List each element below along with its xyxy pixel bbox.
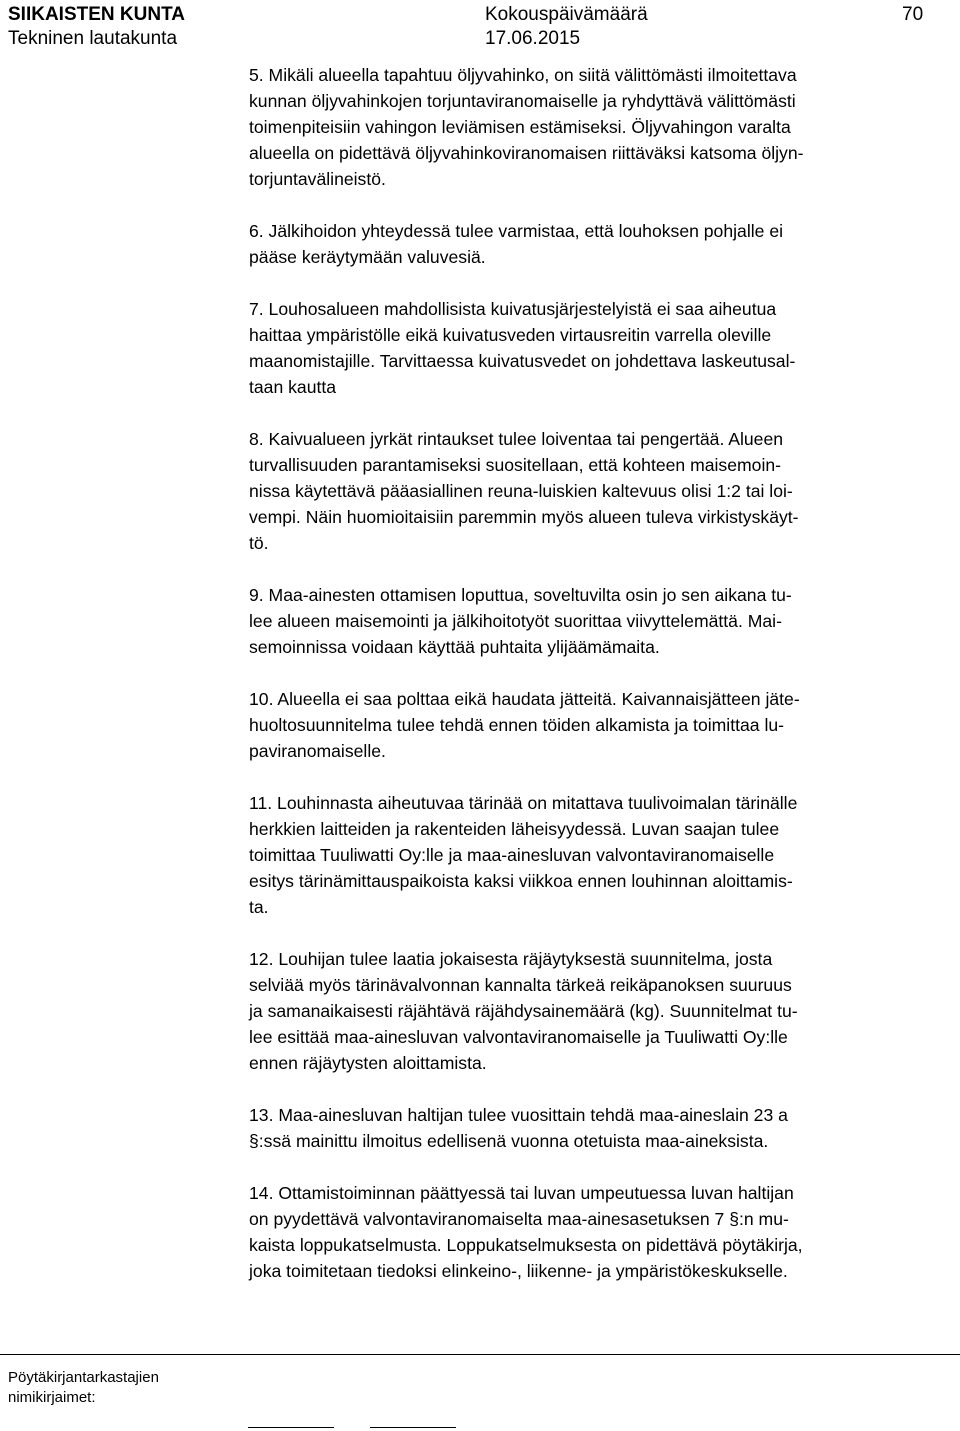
text-line: 6. Jälkihoidon yhteydessä tulee varmistaa, että louhoksen pohjalle ei	[249, 221, 784, 241]
footer-label-line: nimikirjaimet:	[8, 1389, 96, 1406]
text-line: esitys tärinämittauspaikoista kaksi viikkoa ennen louhinnan aloittamis-	[249, 871, 793, 891]
footer-label-line: Pöytäkirjantarkastajien	[8, 1369, 159, 1386]
text-line: pääse keräytymään valuvesiä.	[249, 247, 486, 267]
footer-initials-label	[8, 1368, 159, 1408]
text-line: paviranomaiselle.	[249, 741, 386, 761]
condition-paragraph-14	[249, 1180, 939, 1284]
text-line: 7. Louhosalueen mahdollisista kuivatusjärjestelyistä ei saa aiheutua	[249, 299, 777, 319]
initials-line-1	[248, 1427, 334, 1428]
meeting-date-label: Kokouspäivämäärä	[485, 4, 648, 25]
text-line: ta.	[249, 897, 269, 917]
text-line: semoinnissa voidaan käyttää puhtaita ylijäämämaita.	[249, 637, 660, 657]
condition-paragraph-5	[249, 62, 939, 192]
text-line: selviää myös tärinävalvonnan kannalta tärkeä reikäpanoksen suuruus	[249, 975, 792, 995]
text-line: torjuntavälineistö.	[249, 169, 386, 189]
condition-paragraph-7	[249, 296, 939, 400]
text-line: turvallisuuden parantamiseksi suositellaan, että kohteen maisemoin-	[249, 455, 782, 475]
page-number: 70	[902, 4, 924, 25]
text-line: vempi. Näin huomioitaisiin paremmin myös alueen tuleva virkistyskäyt-	[249, 507, 799, 527]
text-line: joka toimitetaan tiedoksi elinkeino-, liikenne- ja ympäristökeskukselle.	[249, 1261, 788, 1281]
condition-paragraph-6	[249, 218, 939, 270]
text-line: lee alueen maisemointi ja jälkihoitotyöt suorittaa viivyttelemättä. Mai-	[249, 611, 782, 631]
text-line: toimittaa Tuuliwatti Oy:lle ja maa-ainesluvan valvontaviranomaiselle	[249, 845, 775, 865]
condition-paragraph-10	[249, 686, 939, 764]
text-line: haittaa ympäristölle eikä kuivatusveden virtausreitin varrella oleville	[249, 325, 772, 345]
text-line: tö.	[249, 533, 269, 553]
footer-divider	[0, 1354, 960, 1355]
condition-paragraph-8	[249, 426, 939, 556]
text-line: huoltosuunnitelma tulee tehdä ennen töiden alkamista ja toimittaa lu-	[249, 715, 784, 735]
text-line: 5. Mikäli alueella tapahtuu öljyvahinko, on siitä välittömästi ilmoitettava	[249, 65, 797, 85]
text-line: kunnan öljyvahinkojen torjuntaviranomaiselle ja ryhdyttävä välittömästi	[249, 91, 796, 111]
condition-paragraph-12	[249, 946, 939, 1076]
text-line: §:ssä mainittu ilmoitus edellisenä vuonna otetuista maa-aineksista.	[249, 1131, 769, 1151]
text-line: lee esittää maa-ainesluvan valvontaviranomaiselle ja Tuuliwatti Oy:lle	[249, 1027, 788, 1047]
condition-paragraph-9	[249, 582, 939, 660]
text-line: 8. Kaivualueen jyrkät rintaukset tulee loiventaa tai pengertää. Alueen	[249, 429, 784, 449]
text-line: 11. Louhinnasta aiheutuvaa tärinää on mitattava tuulivoimalan tärinälle	[249, 793, 798, 813]
text-line: toimenpiteisiin vahingon leviämisen estämiseksi. Öljyvahingon varalta	[249, 117, 791, 137]
text-line: alueella on pidettävä öljyvahinkoviranomaisen riittäväksi katsoma öljyn-	[249, 143, 804, 163]
text-line: kaista loppukatselmusta. Loppukatselmuksesta on pidettävä pöytäkirja,	[249, 1235, 803, 1255]
committee-name: Tekninen lautakunta	[8, 28, 178, 49]
text-line: nissa käytettävä pääasiallinen reuna-luiskien kaltevuus olisi 1:2 tai loi-	[249, 481, 793, 501]
document-header	[0, 0, 960, 52]
text-line: 10. Alueella ei saa polttaa eikä haudata jätteitä. Kaivannaisjätteen jäte-	[249, 689, 800, 709]
text-line: ja samanaikaisesti räjähtävä räjähdysainemäärä (kg). Suunnitelmat tu-	[249, 1001, 798, 1021]
condition-paragraph-11	[249, 790, 939, 920]
text-line: 14. Ottamistoiminnan päättyessä tai luvan umpeutuessa luvan haltijan	[249, 1183, 794, 1203]
condition-paragraph-13	[249, 1102, 939, 1154]
text-line: 13. Maa-ainesluvan haltijan tulee vuosittain tehdä maa-aineslain 23 a	[249, 1105, 788, 1125]
initials-line-2	[370, 1427, 456, 1428]
text-line: ennen räjäytysten aloittamista.	[249, 1053, 487, 1073]
municipality-name: SIIKAISTEN KUNTA	[8, 4, 185, 25]
meeting-date: 17.06.2015	[485, 28, 581, 49]
text-line: herkkien laitteiden ja rakenteiden läheisyydessä. Luvan saajan tulee	[249, 819, 780, 839]
text-line: maanomistajille. Tarvittaessa kuivatusvedet on johdettava laskeutusal-	[249, 351, 796, 371]
text-line: taan kautta	[249, 377, 337, 397]
document-body	[249, 62, 939, 1310]
text-line: on pyydettävä valvontaviranomaiselta maa-ainesasetuksen 7 §:n mu-	[249, 1209, 789, 1229]
text-line: 9. Maa-ainesten ottamisen loputtua, soveltuvilta osin jo sen aikana tu-	[249, 585, 792, 605]
text-line: 12. Louhijan tulee laatia jokaisesta räjäytyksestä suunnitelma, josta	[249, 949, 773, 969]
